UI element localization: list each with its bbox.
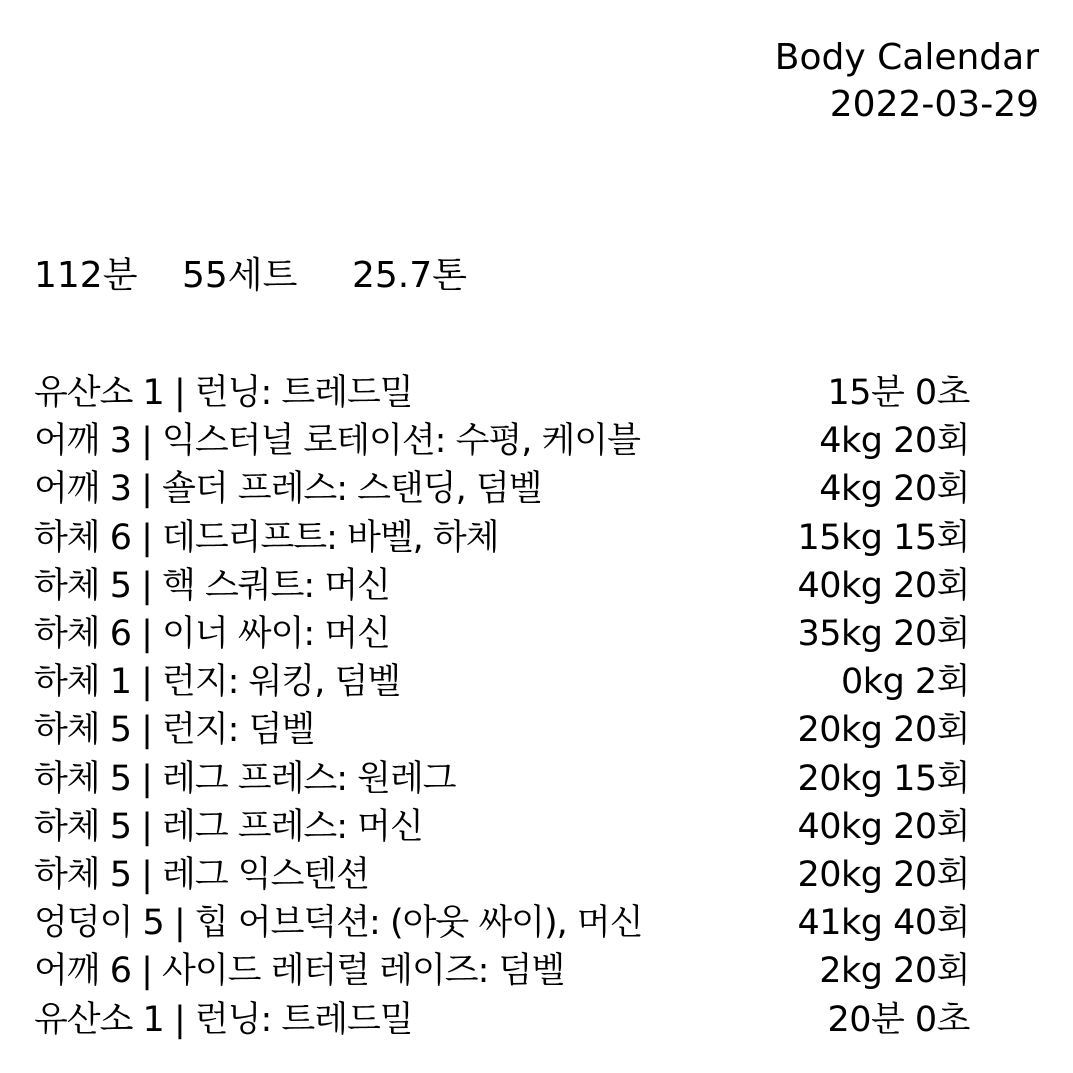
date-label: 2022-03-29 [829,84,1039,125]
total-minutes: 112분 [34,255,138,296]
exercise-amount: 20kg 20회 [797,710,970,751]
exercise-amount: 40kg 20회 [797,806,970,847]
exercise-name: 하체 1 | 런지: 워킹, 덤벨 [34,662,401,703]
exercise-row [34,462,970,510]
exercise-row [34,896,970,944]
exercise-amount: 40kg 20회 [797,565,970,606]
exercise-name: 어깨 3 | 익스터널 로테이션: 수평, 케이블 [34,421,640,462]
exercise-name: 하체 6 | 이너 싸이: 머신 [34,614,390,655]
exercise-name: 하체 5 | 런지: 덤벨 [34,710,315,751]
exercise-name: 어깨 6 | 사이드 레터럴 레이즈: 덤벨 [34,951,565,992]
exercise-amount: 20분 0초 [827,999,970,1040]
app-title: Body Calendar [774,37,1039,78]
exercise-row [34,607,970,655]
exercise-row [34,752,970,800]
exercise-amount: 20kg 20회 [797,854,970,895]
exercise-row [34,800,970,848]
exercise-name: 유산소 1 | 런닝: 트레드밀 [34,999,413,1040]
exercise-amount: 4kg 20회 [819,469,970,510]
total-sets: 55세트 [182,255,298,296]
exercise-amount: 15분 0초 [827,373,970,414]
exercise-amount: 4kg 20회 [819,421,970,462]
exercise-amount: 20kg 15회 [797,758,970,799]
total-tonnage: 25.7톤 [352,255,467,296]
exercise-row [34,848,970,896]
exercise-amount: 35kg 20회 [797,614,970,655]
exercise-name: 하체 5 | 레그 프레스: 머신 [34,806,423,847]
exercise-name: 하체 5 | 핵 스쿼트: 머신 [34,565,390,606]
exercise-amount: 15kg 15회 [797,517,970,558]
header [775,34,1039,128]
exercise-name: 어깨 3 | 숄더 프레스: 스탠딩, 덤벨 [34,469,542,510]
exercise-amount: 0kg 2회 [841,662,970,703]
exercise-amount: 41kg 40회 [797,903,970,944]
exercise-name: 하체 6 | 데드리프트: 바벨, 하체 [34,517,499,558]
workout-summary [34,252,467,300]
exercise-row [34,944,970,992]
exercise-amount: 2kg 20회 [819,951,970,992]
exercise-row [34,655,970,703]
exercise-row [34,559,970,607]
exercise-row [34,414,970,462]
exercise-list [34,366,970,1041]
exercise-name: 엉덩이 5 | 힙 어브덕션: (아웃 싸이), 머신 [34,903,643,944]
exercise-row [34,366,970,414]
exercise-name: 하체 5 | 레그 익스텐션 [34,854,370,895]
exercise-name: 유산소 1 | 런닝: 트레드밀 [34,373,413,414]
exercise-row [34,511,970,559]
exercise-row [34,992,970,1040]
exercise-name: 하체 5 | 레그 프레스: 원레그 [34,758,456,799]
exercise-row [34,703,970,751]
